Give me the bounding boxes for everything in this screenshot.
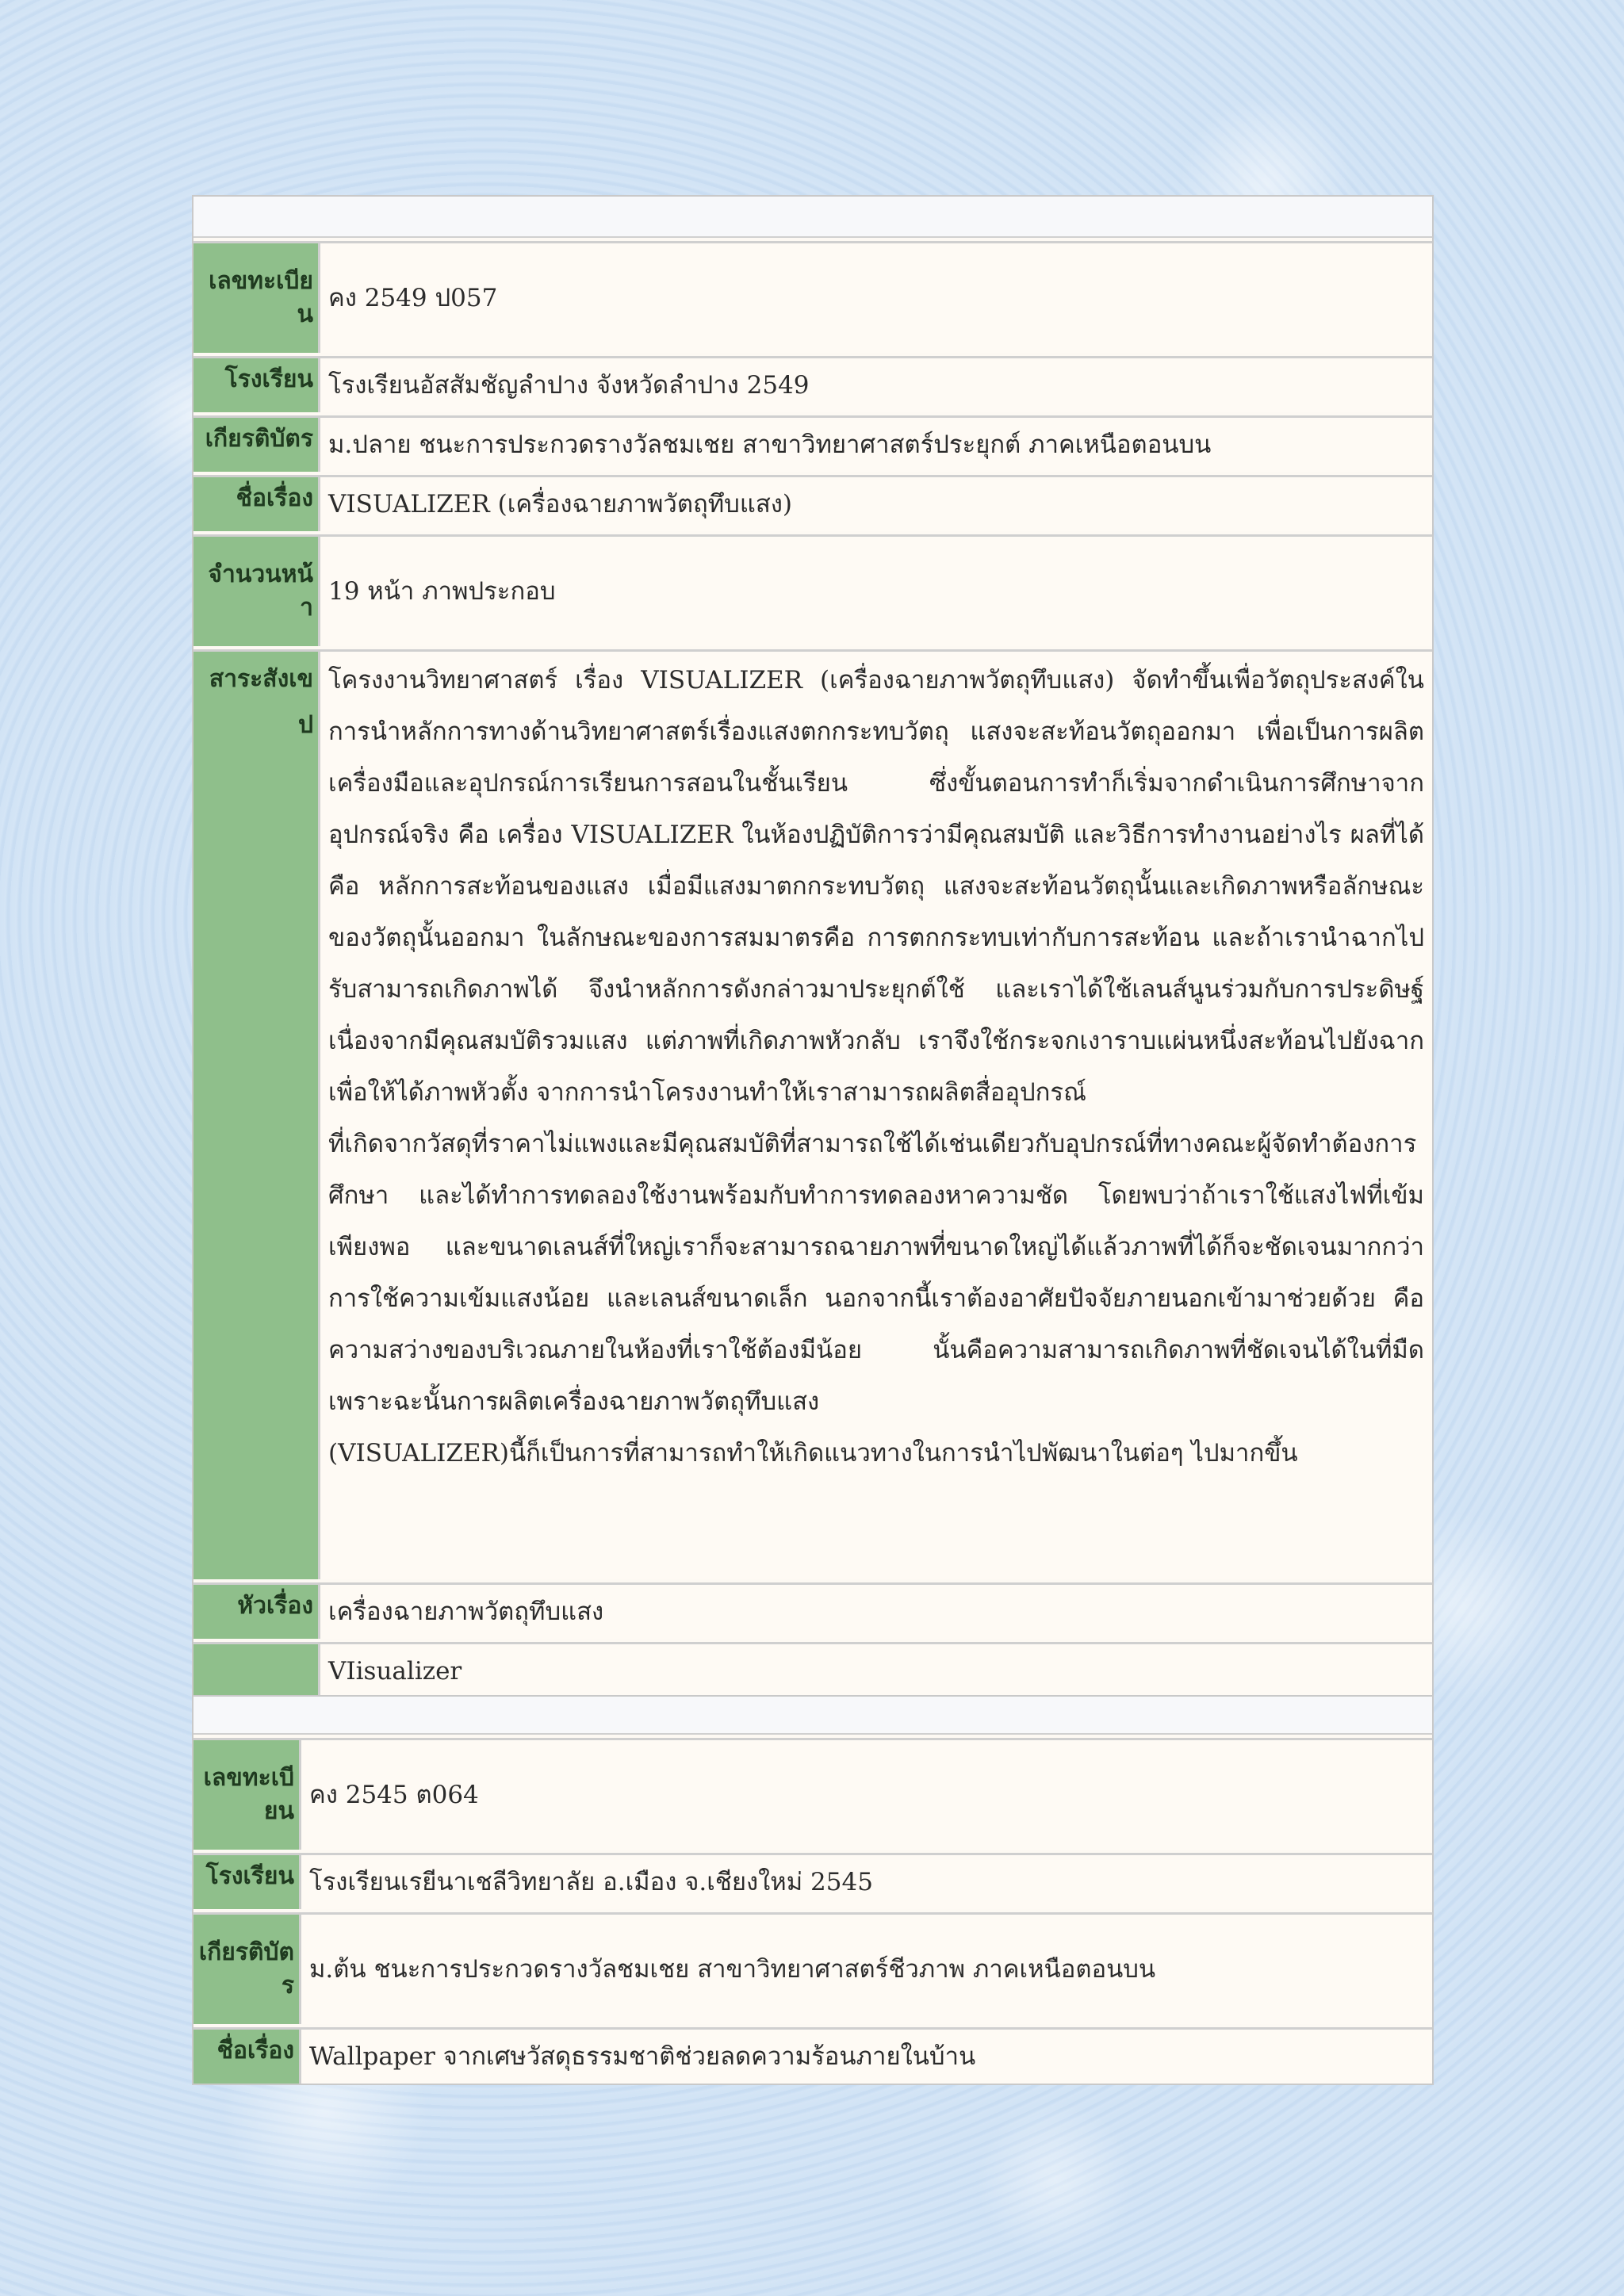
record-header-bar	[193, 1697, 1432, 1735]
label-title: ชื่อเรื่อง	[193, 477, 320, 531]
value-page-count: 19 หน้า ภาพประกอบ	[320, 537, 1432, 646]
label-registration-number: เลขทะเบียน	[193, 1740, 301, 1850]
label-keyword	[193, 1644, 320, 1698]
record-card-1	[192, 195, 1434, 1700]
label-registration-number: เลขทะเบียน	[193, 243, 320, 353]
label-school: โรงเรียน	[193, 1855, 301, 1909]
row-page-count	[193, 534, 1432, 646]
label-certificate: เกียรติบัตร	[193, 1915, 301, 2024]
row-keyword	[193, 1642, 1432, 1698]
row-school	[193, 1853, 1432, 1909]
value-school: โรงเรียนเรยีนาเชลีวิทยาลัย อ.เมือง จ.เชียงใหม่ 2545	[301, 1855, 1432, 1909]
label-subject: หัวเรื่อง	[193, 1585, 320, 1639]
abstract-paragraph-2: ที่เกิดจากวัสดุที่ราคาไม่แพงและมีคุณสมบัติที่สามารถใช้ได้เช่นเดียวกับอุปกรณ์ที่ทางคณะผู้จัดทำต้องการศึกษา และได้ทำการทดลองใช้งานพร้อมกับทำการทดลองหาความชัด โดยพบว่าถ้าเราใช้แสงไฟที่เข้มเพียงพอ และขนาดเลนส์ที่ใหญ่เราก็จะสามารถฉายภาพที่ขนาดใหญ่ได้แล้วภาพที่ได้ก็จะชัดเจนมากกว่าการใช้ความเข้มแสงน้อย และเลนส์ขนาดเล็ก นอกจากนี้เราต้องอาศัยปัจจัยภายนอกเข้ามาช่วยด้วย คือ ความสว่างของบริเวณภายในห้องที่เราใช้ต้องมีน้อย นั้นคือความสามารถเกิดภาพที่ชัดเจนได้ในที่มืด เพราะฉะนั้นการผลิตเครื่องฉายภาพวัตถุทึบแสง	[328, 1130, 1424, 1416]
row-subject	[193, 1582, 1432, 1639]
value-title: Wallpaper จากเศษวัสดุธรรมชาติช่วยลดความร้อนภายในบ้าน	[301, 2030, 1432, 2084]
label-certificate: เกียรติบัตร	[193, 418, 320, 472]
row-title	[193, 475, 1432, 531]
row-abstract	[193, 649, 1432, 1579]
label-title: ชื่อเรื่อง	[193, 2030, 301, 2084]
label-page-count: จำนวนหน้า	[193, 537, 320, 646]
record-card-2	[192, 1695, 1434, 2085]
value-certificate: ม.ปลาย ชนะการประกวดรางวัลชมเชย สาขาวิทยาศาสตร์ประยุกต์ ภาคเหนือตอนบน	[320, 418, 1432, 472]
value-registration-number: คง 2545 ต064	[301, 1740, 1432, 1850]
label-school: โรงเรียน	[193, 358, 320, 412]
value-subject: เครื่องฉายภาพวัตถุทึบแสง	[320, 1585, 1432, 1639]
row-registration-number	[193, 241, 1432, 353]
value-abstract	[320, 652, 1432, 1579]
row-title	[193, 2027, 1432, 2084]
row-certificate	[193, 1912, 1432, 2024]
value-keyword: VIisualizer	[320, 1644, 1432, 1698]
abstract-paragraph-1: โครงงานวิทยาศาสตร์ เรื่อง VISUALIZER (เครื่องฉายภาพวัตถุทึบแสง) จัดทำขึ้นเพื่อวัตถุประสงค์ในการนำหลักการทางด้านวิทยาศาสตร์เรื่องแสงตกกระทบวัตถุ แสงจะสะท้อนวัตถุออกมา เพื่อเป็นการผลิตเครื่องมือและอุปกรณ์การเรียนการสอนในชั้นเรียน ซึ่งขั้นตอนการทำก็เริ่มจากดำเนินการศึกษาจากอุปกรณ์จริง คือ เครื่อง VISUALIZER ในห้องปฏิบัติการว่ามีคุณสมบัติ และวิธีการทำงานอย่างไร ผลที่ได้คือ หลักการสะท้อนของแสง เมื่อมีแสงมาตกกระทบวัตถุ แสงจะสะท้อนวัตถุนั้นและเกิดภาพหรือลักษณะของวัตถุนั้นออกมา ในลักษณะของการสมมาตรคือ การตกกระทบเท่ากับการสะท้อน และถ้าเรานำฉากไปรับสามารถเกิดภาพได้ จึงนำหลักการดังกล่าวมาประยุกต์ใช้ และเราได้ใช้เลนส์นูนร่วมกับการประดิษฐ์เนื่องจากมีคุณสมบัติรวมแสง แต่ภาพที่เกิดภาพหัวกลับ เราจึงใช้กระจกเงาราบแผ่นหนึ่งสะท้อนไปยังฉากเพื่อให้ได้ภาพหัวตั้ง จากการนำโครงงานทำให้เราสามารถผลิตสื่ออุปกรณ์	[328, 666, 1424, 1107]
value-title: VISUALIZER (เครื่องฉายภาพวัตถุทึบแสง)	[320, 477, 1432, 531]
abstract-paragraph-3: (VISUALIZER)นี้ก็เป็นการที่สามารถทำให้เกิดแนวทางในการนำไปพัฒนาในต่อๆ ไปมากขึ้น	[328, 1439, 1298, 1468]
value-registration-number: คง 2549 ป057	[320, 243, 1432, 353]
value-school: โรงเรียนอัสสัมชัญลำปาง จังหวัดลำปาง 2549	[320, 358, 1432, 412]
row-certificate	[193, 415, 1432, 472]
label-abstract: สาระสังเขป	[193, 652, 320, 1579]
record-header-bar	[193, 197, 1432, 238]
value-certificate: ม.ต้น ชนะการประกวดรางวัลชมเชย สาขาวิทยาศาสตร์ชีวภาพ ภาคเหนือตอนบน	[301, 1915, 1432, 2024]
row-registration-number	[193, 1738, 1432, 1850]
row-school	[193, 356, 1432, 412]
